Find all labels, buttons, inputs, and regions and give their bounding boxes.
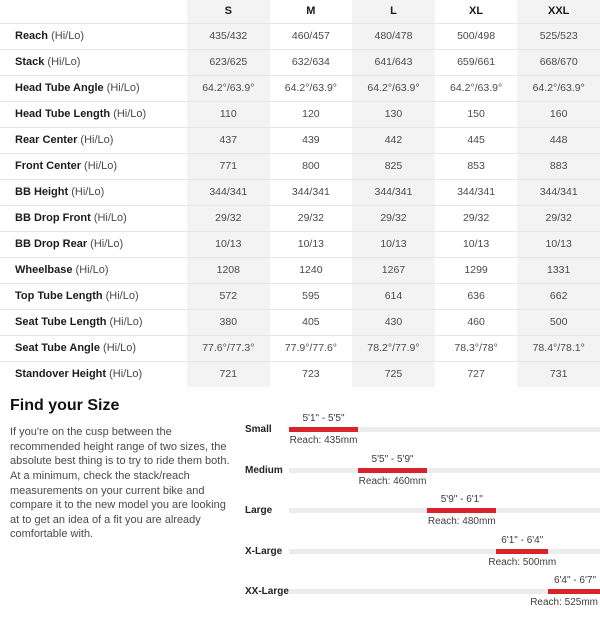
column-header-s: S <box>224 5 232 18</box>
height-range-label: 5'5" - 5'9" <box>371 453 414 465</box>
geometry-table-body <box>0 23 600 387</box>
size-row <box>245 411 600 452</box>
table-row <box>0 49 600 75</box>
row-label-suffix: (Hi/Lo) <box>72 264 109 276</box>
value-cell: 662 <box>549 290 568 302</box>
value-cell: 460/457 <box>291 30 330 42</box>
row-label <box>0 205 187 231</box>
size-row <box>245 492 600 533</box>
height-bar-segment <box>358 468 427 473</box>
value-cell: 572 <box>219 290 238 302</box>
table-row <box>0 335 600 361</box>
value-cell: 78.4°/78.1° <box>532 342 585 354</box>
value-cell: 1299 <box>464 264 488 276</box>
row-label-name: Head Tube Length <box>15 108 111 120</box>
row-label <box>0 75 187 101</box>
value-cell: 1208 <box>216 264 240 276</box>
value-cell: 77.6°/77.3° <box>202 342 255 354</box>
row-label-name: BB Drop Rear <box>15 238 88 250</box>
column-header-m: M <box>306 5 316 18</box>
value-cell: 500 <box>549 316 568 328</box>
value-cell: 632/634 <box>291 56 330 68</box>
row-label-name: Stack <box>15 56 45 68</box>
table-row <box>0 283 600 309</box>
row-label-name: Rear Center <box>15 134 78 146</box>
value-cell: 380 <box>219 316 238 328</box>
value-cell: 78.3°/78° <box>454 342 498 354</box>
value-cell: 78.2°/77.9° <box>367 342 420 354</box>
value-cell: 10/13 <box>462 238 490 250</box>
column-header-l: L <box>390 5 397 18</box>
height-range-label: 6'1" - 6'4" <box>501 534 544 546</box>
value-cell: 439 <box>302 134 320 146</box>
size-label: X-Large <box>245 545 283 557</box>
value-cell: 614 <box>384 290 403 302</box>
size-row <box>245 573 600 614</box>
value-cell: 77.9°/77.6° <box>284 342 337 354</box>
height-bar-segment <box>548 589 600 594</box>
height-bar-area <box>289 492 600 533</box>
value-cell: 64.2°/63.9° <box>367 82 420 94</box>
table-row <box>0 127 600 153</box>
table-row <box>0 23 600 49</box>
value-cell: 344/341 <box>209 186 248 198</box>
value-cell: 883 <box>549 160 568 172</box>
row-label-name: Top Tube Length <box>15 290 103 302</box>
column-header-xxl: XXL <box>547 5 570 18</box>
value-cell: 344/341 <box>539 186 578 198</box>
height-range-label: 5'1" - 5'5" <box>302 413 345 424</box>
value-cell: 771 <box>219 160 238 172</box>
height-range-label: 6'4" - 6'7" <box>553 575 596 587</box>
row-label-suffix: (Hi/Lo) <box>90 212 127 224</box>
row-label-name: Wheelbase <box>15 264 73 276</box>
row-label-suffix: (Hi/Lo) <box>44 56 81 68</box>
value-cell: 29/32 <box>215 212 242 224</box>
value-cell: 29/32 <box>545 212 572 224</box>
value-cell: 130 <box>384 108 403 120</box>
value-cell: 659/661 <box>457 56 496 68</box>
row-label-suffix: (Hi/Lo) <box>81 160 118 172</box>
row-label <box>0 309 187 335</box>
value-cell: 64.2°/63.9° <box>284 82 337 94</box>
height-bar-segment <box>496 549 548 554</box>
value-cell: 64.2°/63.9° <box>532 82 585 94</box>
column-header-xl: XL <box>469 5 484 18</box>
size-label: XX-Large <box>245 586 289 598</box>
section-heading: Find your Size <box>10 397 120 414</box>
table-row <box>0 231 600 257</box>
header-row <box>0 0 600 23</box>
value-cell: 10/13 <box>380 238 407 250</box>
row-label <box>0 361 187 387</box>
row-label-suffix: (Hi/Lo) <box>48 30 85 42</box>
value-cell: 430 <box>384 316 403 328</box>
value-cell: 445 <box>467 134 485 146</box>
height-bar-track <box>289 549 600 554</box>
row-label-suffix: (Hi/Lo) <box>103 82 140 94</box>
value-cell: 460 <box>467 316 485 328</box>
value-cell: 725 <box>384 368 403 381</box>
value-cell: 344/341 <box>291 186 330 198</box>
value-cell: 405 <box>302 316 320 328</box>
row-label-name: BB Drop Front <box>15 212 91 224</box>
size-label: Small <box>245 424 272 435</box>
row-label-suffix: (Hi/Lo) <box>77 134 114 146</box>
value-cell: 525/523 <box>539 30 578 42</box>
value-cell: 437 <box>219 134 238 146</box>
section-content <box>10 413 600 614</box>
value-cell: 668/670 <box>539 56 578 68</box>
size-advice-text: If you're on the cusp between the recommended height range of two sizes, the absolute best thing is to try to ride them both. At a minimum, check the stack/reach measurements on your current bike and compare it to the new model you are looking at to get an idea of a fit you are already comfortable with. <box>10 426 230 541</box>
row-label-suffix: (Hi/Lo) <box>110 108 147 120</box>
value-cell: 1267 <box>381 264 406 276</box>
value-cell: 29/32 <box>380 212 407 224</box>
row-label-suffix: (Hi/Lo) <box>68 186 105 198</box>
size-row <box>245 452 600 493</box>
value-cell: 344/341 <box>374 186 413 198</box>
value-cell: 480/478 <box>374 30 413 42</box>
value-cell: 150 <box>467 108 485 120</box>
value-cell: 623/625 <box>209 56 248 68</box>
row-label-suffix: (Hi/Lo) <box>87 238 124 250</box>
row-label <box>0 335 187 361</box>
row-label-name: Reach <box>15 30 49 42</box>
value-cell: 435/432 <box>209 30 248 42</box>
row-label-name: Head Tube Angle <box>15 82 104 94</box>
row-label <box>0 153 187 179</box>
table-row <box>0 205 600 231</box>
value-cell: 1331 <box>547 264 571 276</box>
row-label <box>0 231 187 257</box>
reach-label: Reach: 500mm <box>488 556 557 568</box>
value-cell: 1240 <box>299 264 323 276</box>
value-cell: 723 <box>302 368 320 381</box>
size-row <box>245 533 600 574</box>
value-cell: 731 <box>549 368 568 381</box>
size-label: Large <box>245 505 273 517</box>
row-label-name: Seat Tube Length <box>15 316 107 328</box>
row-label <box>0 127 187 153</box>
row-label-name: BB Height <box>15 186 69 198</box>
value-cell: 800 <box>302 160 320 172</box>
value-cell: 160 <box>549 108 568 120</box>
row-label-name: Front Center <box>15 160 81 172</box>
value-cell: 500/498 <box>457 30 496 42</box>
row-label <box>0 23 187 49</box>
row-label-suffix: (Hi/Lo) <box>106 316 143 328</box>
row-label-suffix: (Hi/Lo) <box>99 342 137 354</box>
reach-label: Reach: 480mm <box>427 516 496 528</box>
value-cell: 29/32 <box>462 212 490 224</box>
table-row <box>0 257 600 283</box>
value-cell: 641/643 <box>374 56 413 68</box>
value-cell: 727 <box>467 368 485 381</box>
row-label <box>0 283 187 309</box>
value-cell: 636 <box>467 290 485 302</box>
value-cell: 10/13 <box>545 238 572 250</box>
value-cell: 344/341 <box>457 186 496 198</box>
empty-header-cell <box>0 0 187 23</box>
height-bar-track <box>289 468 600 473</box>
value-cell: 110 <box>219 108 237 120</box>
reach-label: Reach: 525mm <box>530 597 598 609</box>
row-label <box>0 101 187 127</box>
value-cell: 595 <box>302 290 320 302</box>
reach-label: Reach: 460mm <box>358 475 427 487</box>
table-row <box>0 309 600 335</box>
height-bar-area <box>289 533 600 574</box>
value-cell: 64.2°/63.9° <box>449 82 503 94</box>
size-label: Medium <box>245 464 283 476</box>
table-row <box>0 361 600 387</box>
row-label-name: Seat Tube Angle <box>15 342 100 354</box>
height-bar-segment <box>289 427 358 432</box>
table-row <box>0 75 600 101</box>
find-your-size-section <box>0 387 600 614</box>
height-bar-area <box>289 452 600 493</box>
geometry-table-header <box>0 0 600 23</box>
value-cell: 448 <box>549 134 568 146</box>
row-label-suffix: (Hi/Lo) <box>106 368 143 381</box>
reach-label: Reach: 435mm <box>289 435 358 446</box>
value-cell: 825 <box>384 160 403 172</box>
row-label <box>0 49 187 75</box>
value-cell: 10/13 <box>297 238 325 250</box>
value-cell: 10/13 <box>215 238 242 250</box>
row-label <box>0 179 187 205</box>
height-range-label: 5'9" - 6'1" <box>440 494 483 506</box>
table-row <box>0 179 600 205</box>
row-label-suffix: (Hi/Lo) <box>102 290 139 302</box>
value-cell: 721 <box>219 368 238 381</box>
value-cell: 442 <box>384 134 403 146</box>
table-row <box>0 153 600 179</box>
table-row <box>0 101 600 127</box>
value-cell: 64.2°/63.9° <box>202 82 255 94</box>
row-label <box>0 257 187 283</box>
size-range-chart <box>245 411 600 614</box>
height-bar-area <box>289 573 600 614</box>
height-bar-area <box>289 411 600 452</box>
row-label-name: Standover Height <box>15 368 107 381</box>
value-cell: 120 <box>302 108 320 120</box>
value-cell: 29/32 <box>297 212 325 224</box>
height-bar-segment <box>427 508 496 513</box>
value-cell: 853 <box>467 160 485 172</box>
